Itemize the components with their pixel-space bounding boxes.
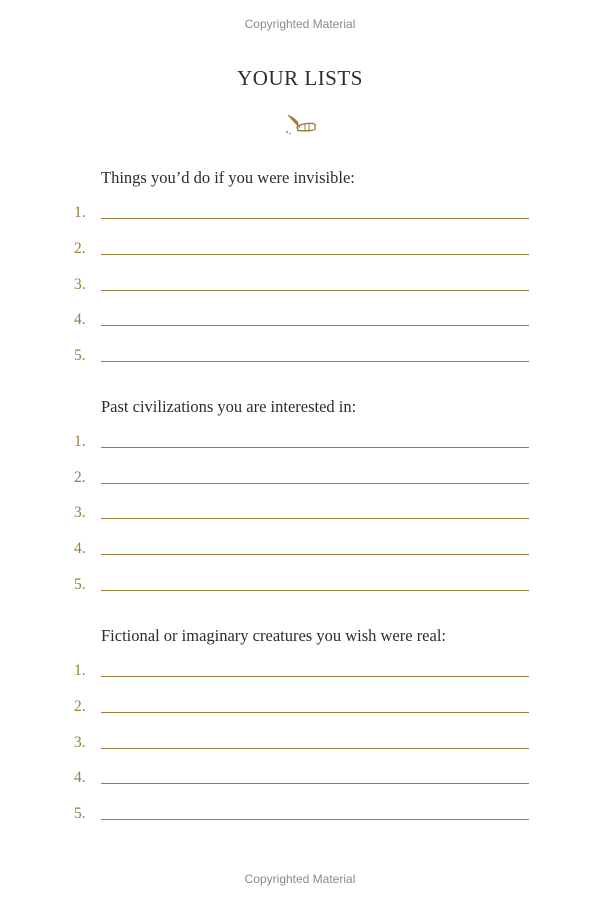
item-number: 4.: [74, 769, 86, 786]
list-item[interactable]: [0, 769, 600, 789]
list-item[interactable]: [0, 805, 600, 825]
write-line[interactable]: [101, 783, 529, 784]
list-item[interactable]: [0, 576, 600, 596]
write-line[interactable]: [101, 483, 529, 484]
list-item[interactable]: [0, 469, 600, 489]
item-number: 2.: [74, 240, 86, 257]
item-number: 5.: [74, 347, 86, 364]
item-number: 2.: [74, 469, 86, 486]
list-item[interactable]: [0, 347, 600, 367]
copyright-watermark-bottom: Copyrighted Material: [244, 872, 356, 886]
write-line[interactable]: [101, 254, 529, 255]
item-number: 1.: [74, 204, 86, 221]
item-number: 4.: [74, 311, 86, 328]
page-title: YOUR LISTS: [237, 66, 363, 90]
list-item[interactable]: [0, 204, 600, 224]
item-number: 3.: [74, 734, 86, 751]
item-number: 3.: [74, 276, 86, 293]
copyright-watermark-top: Copyrighted Material: [244, 17, 356, 31]
list-item[interactable]: [0, 276, 600, 296]
list-item[interactable]: [0, 540, 600, 560]
section-prompt: Things you’d do if you were invisible:: [101, 168, 355, 187]
write-line[interactable]: [101, 554, 529, 555]
list-item[interactable]: [0, 662, 600, 682]
write-line[interactable]: [101, 590, 529, 591]
item-number: 5.: [74, 576, 86, 593]
list-item[interactable]: [0, 698, 600, 718]
list-item[interactable]: [0, 311, 600, 331]
write-line[interactable]: [101, 712, 529, 713]
write-line[interactable]: [101, 361, 529, 362]
item-number: 5.: [74, 805, 86, 822]
item-number: 1.: [74, 433, 86, 450]
write-line[interactable]: [101, 819, 529, 820]
write-line[interactable]: [101, 447, 529, 448]
section-prompt: Fictional or imaginary creatures you wish were real:: [101, 626, 447, 645]
list-item[interactable]: [0, 240, 600, 260]
item-number: 2.: [74, 698, 86, 715]
write-line[interactable]: [101, 518, 529, 519]
write-line[interactable]: [101, 218, 529, 219]
write-line[interactable]: [101, 290, 529, 291]
write-line[interactable]: [101, 676, 529, 677]
list-item[interactable]: [0, 734, 600, 754]
quill-pen-icon: [283, 111, 319, 137]
item-number: 4.: [74, 540, 86, 557]
item-number: 1.: [74, 662, 86, 679]
list-item[interactable]: [0, 433, 600, 453]
write-line[interactable]: [101, 325, 529, 326]
item-number: 3.: [74, 504, 86, 521]
list-item[interactable]: [0, 504, 600, 524]
section-prompt: Past civilizations you are interested in:: [101, 397, 357, 416]
write-line[interactable]: [101, 748, 529, 749]
